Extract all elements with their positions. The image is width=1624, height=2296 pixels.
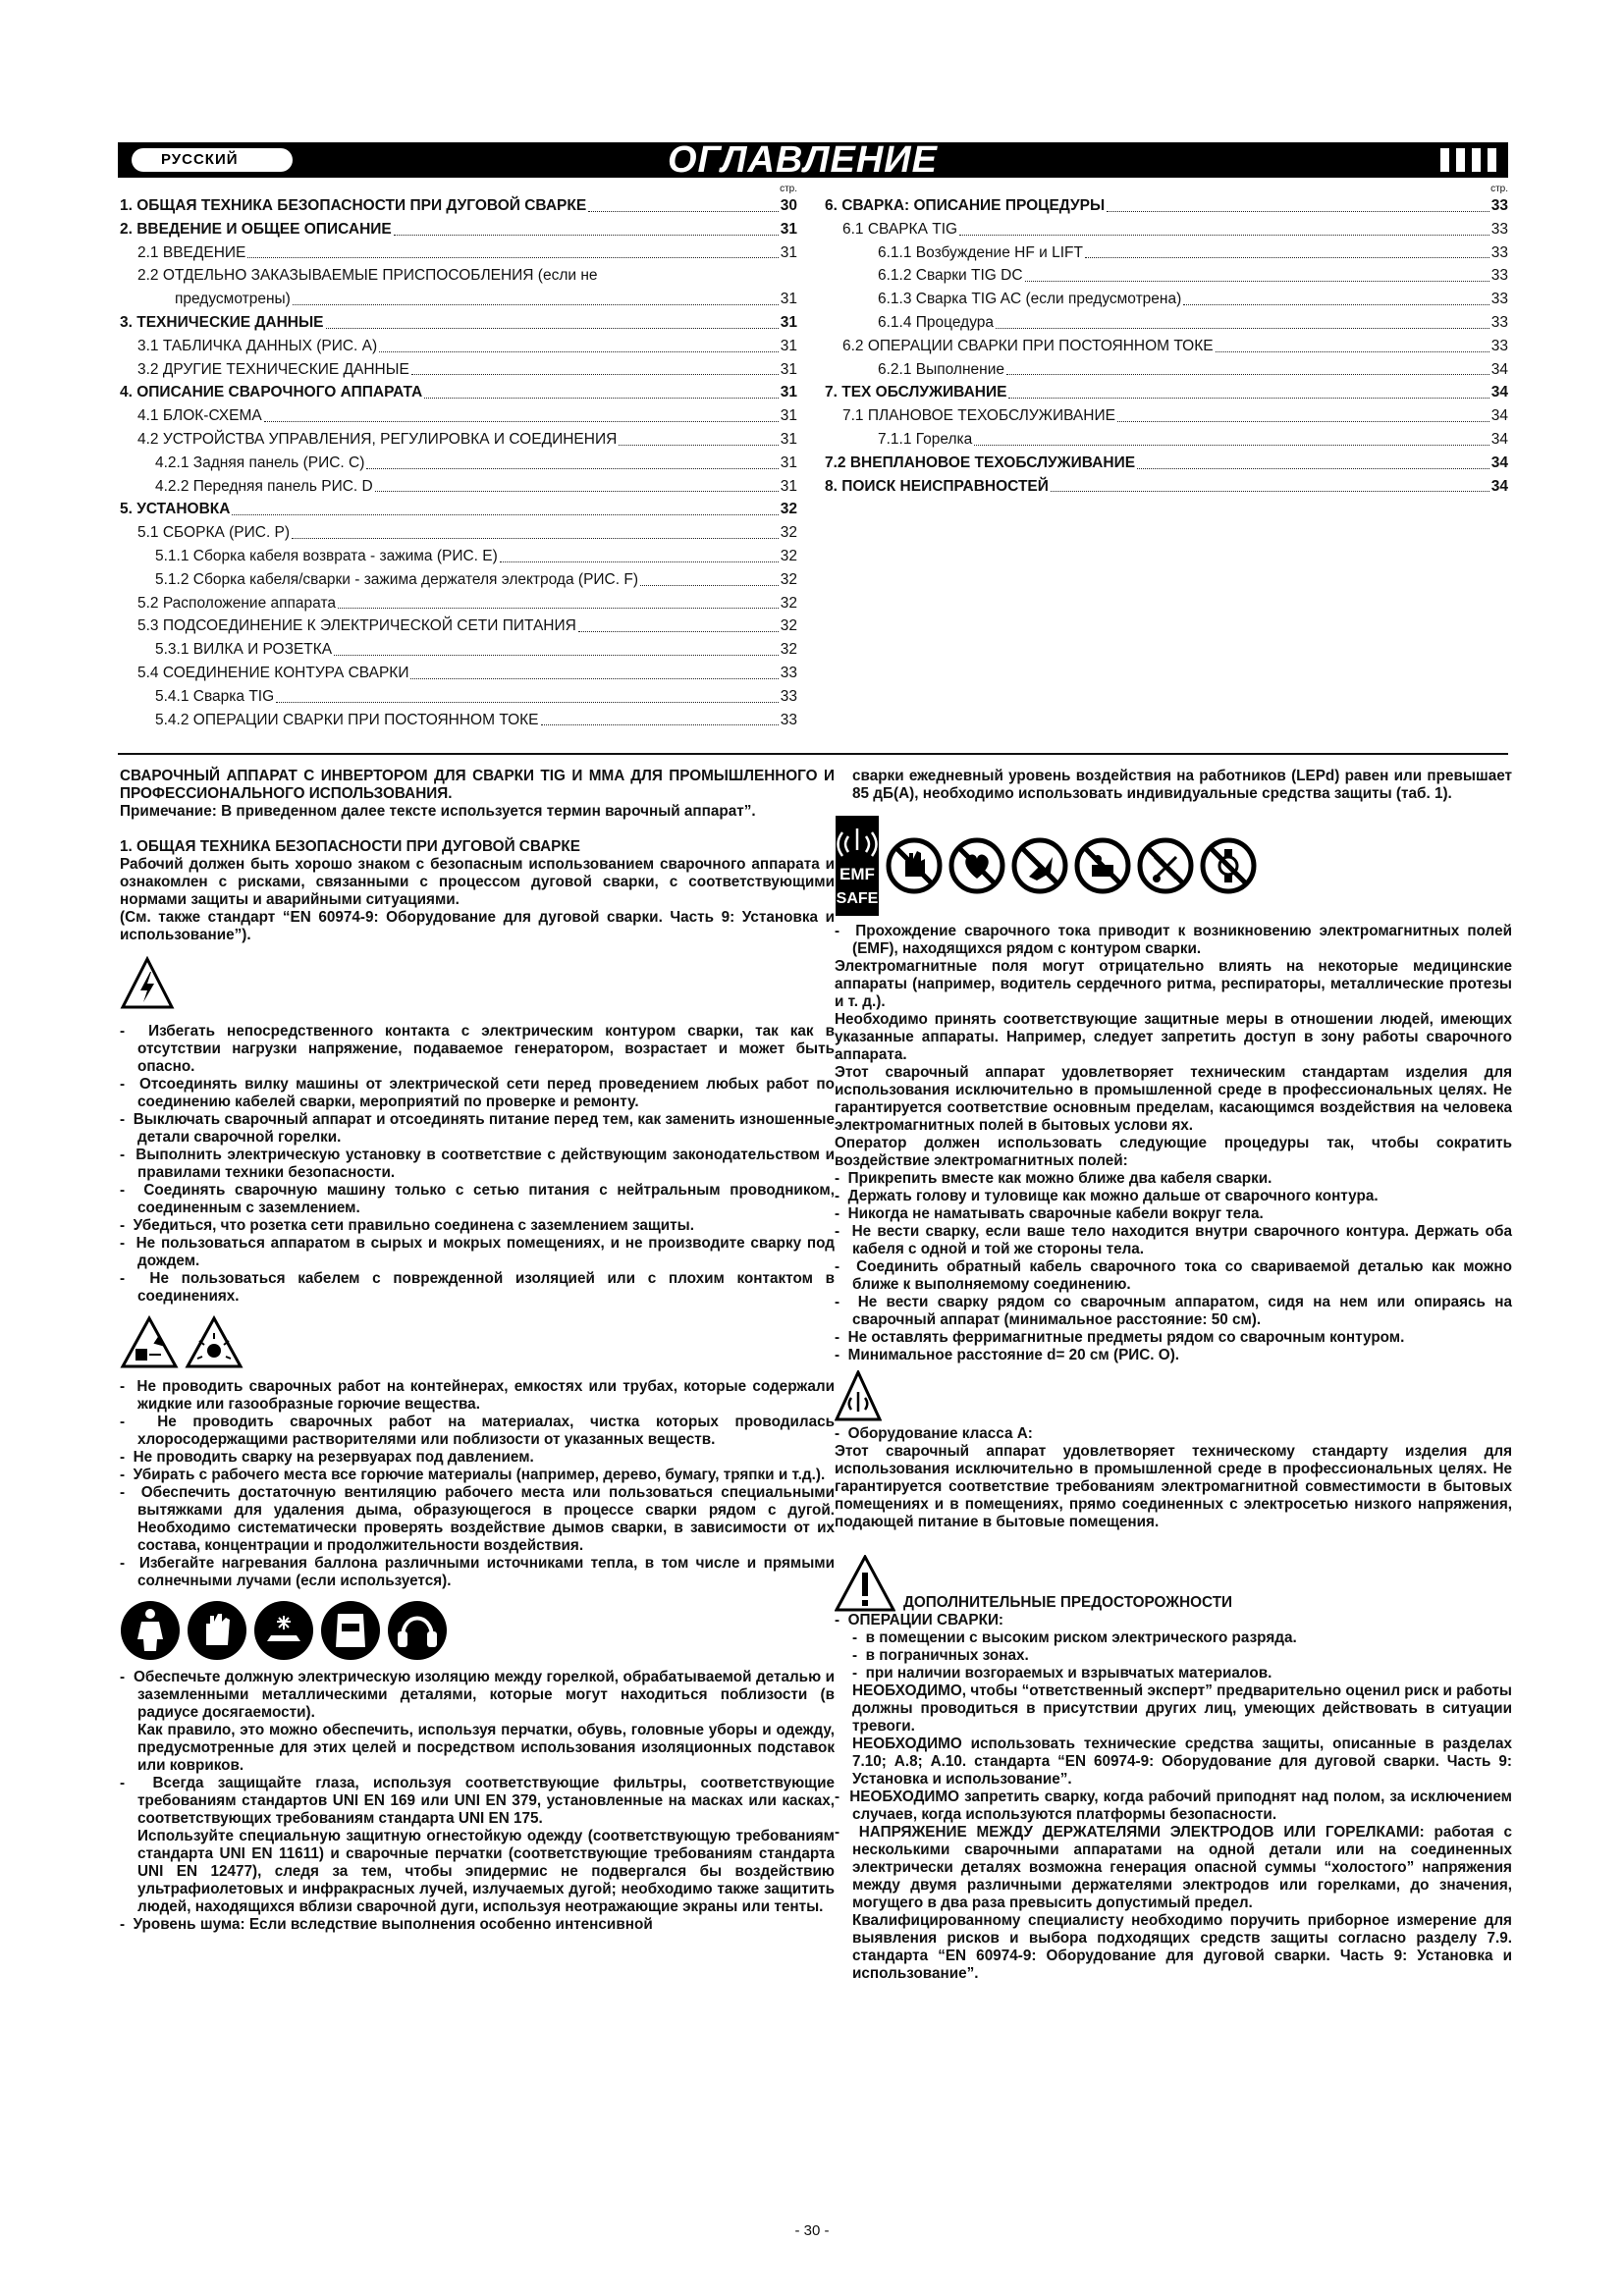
toc-entry: 3. ТЕХНИЧЕСКИЕ ДАННЫЕ 31	[120, 313, 797, 331]
ops-sub-item: - в помещении с высоким риском электрического разряда.	[852, 1629, 1297, 1646]
no-pacemaker-hand-icon	[886, 837, 943, 894]
toc-entry: 5.3.1 ВИЛКА И РОЗЕТКА 32	[155, 641, 797, 659]
extra-precautions-title: ДОПОЛНИТЕЛЬНЫЕ ПРЕДОСТОРОЖНОСТИ	[903, 1594, 1233, 1611]
fire-safety-item: - Не проводить сварку на резервуарах под давлением.	[120, 1449, 534, 1466]
electrical-safety-item: - Не пользоваться аппаратом в сырых и мокрых помещениях, и не производите сварку под дождем.	[120, 1235, 835, 1269]
page-title: ОГЛАВЛЕНИЕ	[668, 139, 938, 181]
toc-entry: 4.2.1 Задняя панель (РИС. С) 31	[155, 454, 797, 471]
electrical-safety-item: - Убедиться, что розетка сети правильно соединена с заземлением защиты.	[120, 1217, 694, 1234]
toc-entry: 6.1.2 Сварки TIG DC 33	[878, 267, 1508, 285]
ppe-item: - Обеспечьте должную электрическую изоляцию между горелкой, обрабатываемой деталью и заземленными металлическими деталями, которые могут находиться поблизости (в радиусе досягаемости).	[120, 1669, 835, 1721]
header-bar	[118, 139, 1508, 181]
emf-procedure-item: - Минимальное расстояние d= 20 см (РИС. О).	[835, 1347, 1180, 1363]
ops-paragraph: НЕОБХОДИМО, чтобы “ответственный эксперт” предварительно оценил риск и работы должны проводиться в присутствии других лиц, умеющих действовать в ситуации тревоги.	[852, 1682, 1512, 1735]
electrical-safety-item: - Не пользоваться кабелем с поврежденной изоляцией или с плохим контактом в соединениях.	[120, 1270, 835, 1305]
fire-hazard-icon-row	[120, 1315, 835, 1370]
ppe-icon-row	[120, 1600, 835, 1661]
toc-entry: 7.1.1 Горелка 34	[878, 430, 1508, 448]
extra-precautions-heading-row	[835, 1555, 1512, 1612]
electric-hazard-icon	[120, 956, 175, 1011]
toc-entry: 6.2.1 Выполнение 34	[878, 360, 1508, 378]
fire-safety-item: - Не проводить сварочных работ на контейнерах, емкостях или трубах, которые содержали жидкие или газообразные горючие вещества.	[120, 1378, 835, 1413]
explosion-hazard-icon	[185, 1315, 244, 1370]
section-1-paragraph: Рабочий должен быть хорошо знаком с безопасным использованием сварочного аппарата и ознакомлен с рисками, связанными с процессом дуговой сварки, с соответствующими нормами защиты и аварийными ситуациями.	[120, 856, 835, 908]
toc-entry: 2. ВВЕДЕНИЕ И ОБЩЕЕ ОПИСАНИЕ 31	[120, 220, 797, 238]
toc-entry: 5.4.2 ОПЕРАЦИИ СВАРКИ ПРИ ПОСТОЯННОМ ТОКЕ 33	[155, 711, 797, 728]
toc-entry: 5.1.1 Сборка кабеля возврата - зажима (РИС. Е) 32	[155, 547, 797, 564]
emf-badge-bottom-text: SAFE	[836, 890, 879, 907]
emf-paragraph: Этот сварочный аппарат удовлетворяет техническим стандартам изделия для использования исключительно в промышленной среде в профессиональных целях. Не гарантируется соответствие основным пределам, касающимся воздействия на человека электромагнитных полей в бытовых услови ях.	[835, 1064, 1512, 1134]
no-pacemaker-icon	[948, 837, 1005, 894]
toc-entry: 6.1.1 Возбуждение HF и LIFT 33	[878, 243, 1508, 261]
emf-procedure-item: - Прикрепить вместе как можно ближе два кабеля сварки.	[835, 1170, 1272, 1187]
ops-item: - ОПЕРАЦИИ СВАРКИ:	[835, 1612, 1004, 1629]
fire-safety-item: - Не проводить сварочных работ на материалах, чистка которых проводилась хлоросодержащими растворителями или поблизости от указанных веществ.	[120, 1414, 835, 1448]
toc-entry: 2.1 ВВЕДЕНИЕ 31	[137, 243, 797, 261]
toc-page-label: стр.	[1490, 184, 1508, 194]
toc-entry: 6.2 ОПЕРАЦИИ СВАРКИ ПРИ ПОСТОЯННОМ ТОКЕ 33	[842, 337, 1508, 354]
toc-entry: 3.2 ДРУГИЕ ТЕХНИЧЕСКИЕ ДАННЫЕ 31	[137, 360, 797, 378]
emf-procedure-item: - Не оставлять ферримагнитные предметы рядом со сварочным контуром.	[835, 1329, 1405, 1346]
toc-entry: 5.4.1 Сварка TIG 33	[155, 687, 797, 705]
intro-heading: СВАРОЧНЫЙ АППАРАТ С ИНВЕРТОРОМ ДЛЯ СВАРКИ TIG И MMA ДЛЯ ПРОМЫШЛЕННОГО И ПРОФЕССИОНАЛЬНОГО ИСПОЛЬЗОВАНИЯ.	[120, 768, 835, 802]
intro-note: Примечание: В приведенном далее тексте используется термин варочный аппарат”.	[120, 803, 756, 820]
class-a-paragraph: Этот сварочный аппарат удовлетворяет техническому стандарту изделия для использования исключительно в промышленной среде в профессиональных целях. Не гарантируется соответствие требованиям электромагнитной совместимости в бытовых помещениях и в помещениях, прямо соединенных с электросетью низкого напряжения, подающей питание в бытовые помещения.	[835, 1443, 1512, 1530]
fire-safety-item: - Избегайте нагревания баллона различными источниками тепла, в том числе и прямыми солнечными лучами (если используется).	[120, 1555, 835, 1589]
toc-entry-continuation: предусмотрены) 31	[175, 291, 797, 308]
gloves-icon	[187, 1600, 247, 1661]
emf-paragraph: Электромагнитные поля могут отрицательно влиять на некоторые медицинские аппараты (например, водитель сердечного ритма, респираторы, металлические протезы и т. д.).	[835, 958, 1512, 1010]
class-a-item: - Оборудование класса А:	[835, 1425, 1033, 1442]
no-metal-objects-icon	[1074, 837, 1131, 894]
toc-entry: 4.2 УСТРОЙСТВА УПРАВЛЕНИЯ, РЕГУЛИРОВКА И СОЕДИНЕНИЯ 31	[137, 430, 797, 448]
right-text-column	[835, 768, 1512, 1983]
ops-paragraph: НЕОБХОДИМО использовать технические средства защиты, описанные в разделах 7.10; А.8; А.10. стандарта “EN 60974-9: Оборудование для дуговой сварки. Часть 9: Установка и использование”.	[852, 1735, 1512, 1788]
emf-procedure-item: - Держать голову и туловище как можно дальше от сварочного контура.	[835, 1188, 1379, 1204]
emf-icon-row	[835, 815, 1512, 917]
emf-badge-top-text: EMF	[839, 865, 875, 883]
language-tag: РУССКИЙ	[132, 148, 293, 172]
eye-protection-icon	[253, 1600, 314, 1661]
toc-entry: 1. ОБЩАЯ ТЕХНИКА БЕЗОПАСНОСТИ ПРИ ДУГОВОЙ СВАРКЕ 30	[120, 197, 797, 214]
emf-class-a-icon-row	[835, 1370, 1512, 1421]
toc-entry: 6.1.4 Процедура 33	[878, 313, 1508, 331]
ops-sub-item: - при наличии возгораемых и взрывчатых материалов.	[852, 1665, 1272, 1682]
emf-item: - Прохождение сварочного тока приводит к возникновению электромагнитных полей (EMF), находящихся рядом с контуром сварки.	[835, 923, 1512, 957]
toc-entry: 4. ОПИСАНИЕ СВАРОЧНОГО АППАРАТА 31	[120, 384, 797, 401]
electrical-safety-item: - Выполнить электрическую установку в соответствие с действующим законодательством и правилами техники безопасности.	[120, 1147, 835, 1181]
electrical-safety-item: - Отсоединять вилку машины от электрической сети перед проведением любых работ по соединению кабелей сварки, мероприятий по проверке и ремонту.	[120, 1076, 835, 1110]
toc-entry: 6.1 СВАРКА TIG 33	[842, 220, 1508, 238]
page-number: - 30 -	[794, 2222, 830, 2239]
toc-entry: 6.1.3 Сварка TIG AC (если предусмотрена) 33	[878, 291, 1508, 308]
electrical-safety-item: - Выключать сварочный аппарат и отсоединять питание перед тем, как заменить изношенные детали сварочной горелки.	[120, 1111, 835, 1146]
toc-entry: 3.1 ТАБЛИЧКА ДАННЫХ (РИС. А) 31	[137, 337, 797, 354]
toc-entry: 2.2 ОТДЕЛЬНО ЗАКАЗЫВАЕМЫЕ ПРИСПОСОБЛЕНИЯ (если не	[137, 267, 598, 285]
electrical-safety-item: - Соединять сварочную машину только с сетью питания с нейтральным проводником, соединенным с заземлением.	[120, 1182, 835, 1216]
toc-entry: 4.1 БЛОК-СХЕМА 31	[137, 407, 797, 425]
toc-entry: 4.2.2 Передняя панель РИС. D 31	[155, 477, 797, 495]
emf-safe-badge-icon	[835, 815, 880, 917]
emf-paragraph: Оператор должен использовать следующие процедуры так, чтобы сократить воздействие электромагнитных полей:	[835, 1135, 1512, 1169]
toc-page-label: стр.	[780, 184, 797, 194]
toc-entry: 5.4 СОЕДИНЕНИЕ КОНТУРА СВАРКИ 33	[137, 664, 797, 681]
no-metal-implants-icon	[1011, 837, 1068, 894]
left-text-column	[120, 768, 835, 1934]
voltage-item: - НАПРЯЖЕНИЕ МЕЖДУ ДЕРЖАТЕЛЯМИ ЭЛЕКТРОДОВ ИЛИ ГОРЕЛКАМИ: работая с несколькими сварочными аппаратами на одной детали или на соединенных электрически деталях возможна генерация опасной суммы “холостого” напряжения между двумя различными держателями электродов или горелками, до значения, могущего в два раза превысить допустимый предел.	[835, 1824, 1512, 1911]
toc-entry: 5.3 ПОДСОЕДИНЕНИЕ К ЭЛЕКТРИЧЕСКОЙ СЕТИ ПИТАНИЯ 32	[137, 617, 797, 635]
ear-protection-icon	[387, 1600, 448, 1661]
radiation-warning-icon	[835, 1370, 882, 1421]
header-bars-decoration	[1440, 148, 1496, 172]
ppe-item: - Уровень шума: Если вследствие выполнения особенно интенсивной	[120, 1916, 653, 1933]
section-divider	[118, 753, 1508, 755]
face-shield-icon	[320, 1600, 381, 1661]
toc-entry: 7.1 ПЛАНОВОЕ ТЕХОБСЛУЖИВАНИЕ 34	[842, 407, 1508, 425]
toc-entry: 5.1.2 Сборка кабеля/сварки - зажима держателя электрода (РИС. F) 32	[155, 570, 797, 588]
emf-procedure-item: - Не вести сварку, если ваше тело находится внутри сварочного контура. Держать оба кабеля с одной и той же стороны тела.	[835, 1223, 1512, 1257]
no-tools-icon	[1137, 837, 1194, 894]
general-warning-icon	[835, 1555, 895, 1612]
emf-procedure-item: - Никогда не наматывать сварочные кабели вокруг тела.	[835, 1205, 1264, 1222]
toc-entry: 7.2 ВНЕПЛАНОВОЕ ТЕХОБСЛУЖИВАНИЕ 34	[825, 454, 1508, 471]
emf-procedure-item: - Соединить обратный кабель сварочного тока со свариваемой деталью как можно ближе к выполняемому соединению.	[835, 1258, 1512, 1293]
voltage-paragraph: Квалифицированному специалисту необходимо поручить приборное измерение для выявления рисков и выбора подходящих средств защиты согласно разделу 7.9. стандарта “EN 60974-9: Оборудование для дуговой сварки. Часть 9: Установка и использование”.	[852, 1912, 1512, 1982]
ops-sub-item: - в пограничных зонах.	[852, 1647, 1029, 1664]
ppe-item-continuation: Используйте специальную защитную огнестойкую одежду (соответствующую требованиям стандарта UNI EN 11611) и сварочные перчатки (соответствующие требованиям стандарта UNI EN 12477), следя за тем, чтобы эпидермис не подвергался бы воздействию ультрафиолетовых и инфракрасных лучей, излучаемых дугой; необходимо также защитить людей, находящихся вблизи сварочной дуги, используя неотражающие экраны или тенты.	[137, 1828, 835, 1915]
electric-hazard-icon-row	[120, 956, 835, 1011]
fire-safety-item: - Обеспечить достаточную вентиляцию рабочего места или пользоваться специальными вытяжками для удаления дыма, образующегося в процессе сварки рядом с дугой. Необходимо систематически проверять воздействие дымов сварки, в зависимости от их состава, концентрации и продолжительности воздействия.	[120, 1484, 835, 1554]
toc-entry: 5.1 СБОРКА (РИС. Р) 32	[137, 524, 797, 542]
toc-entry: 8. ПОИСК НЕИСПРАВНОСТЕЙ 34	[825, 477, 1508, 495]
emf-procedure-item: - Не вести сварку рядом со сварочным аппаратом, сидя на нем или опираясь на сварочный аппарат (минимальное расстояние: 50 см).	[835, 1294, 1512, 1328]
section-1-standard: (См. также стандарт “EN 60974-9: Оборудование для дуговой сварки. Часть 9: Установка и использование”).	[120, 909, 835, 943]
toc-entry: 5. УСТАНОВКА 32	[120, 501, 797, 518]
ppe-item-continuation: Как правило, это можно обеспечить, используя перчатки, обувь, головные уборы и одежду, предусмотренные для этих целей и посредством использования изоляционных подставок или ковриков.	[137, 1722, 835, 1774]
no-watch-icon	[1200, 837, 1257, 894]
emf-paragraph: Необходимо принять соответствующие защитные меры в отношении людей, имеющих указанные аппараты. Например, следует запретить доступ в зону работы сварочного аппарата.	[835, 1011, 1512, 1063]
section-1-title: 1. ОБЩАЯ ТЕХНИКА БЕЗОПАСНОСТИ ПРИ ДУГОВОЙ СВАРКЕ	[120, 838, 580, 855]
toc-entry: 7. ТЕХ ОБСЛУЖИВАНИЕ 34	[825, 384, 1508, 401]
toc-entry: 6. СВАРКА: ОПИСАНИЕ ПРОЦЕДУРЫ 33	[825, 197, 1508, 214]
toc-entry: 5.2 Расположение аппарата 32	[137, 594, 797, 612]
ppe-item: - Всегда защищайте глаза, используя соответствующие фильтры, соответствующие требованиям стандартов UNI EN 169 или UNI EN 379, установленные на масках или касках, соответствующих требованиям стандарта UNI EN 175.	[120, 1775, 835, 1827]
protective-clothing-icon	[120, 1600, 181, 1661]
toc-right-column	[825, 185, 1508, 498]
raise-item: - НЕОБХОДИМО запретить сварку, когда рабочий приподнят над полом, за исключением случаев, когда используются платформы безопасности.	[835, 1789, 1512, 1823]
fire-safety-item: - Убирать с рабочего места все горючие материалы (например, дерево, бумагу, тряпки и т.д.).	[120, 1467, 826, 1483]
flammable-container-icon	[120, 1315, 179, 1370]
toc-left-column	[120, 185, 797, 731]
noise-continuation: сварки ежедневный уровень воздействия на работников (LEPd) равен или превышает 85 дБ(А), необходимо использовать индивидуальные средства защиты (таб. 1).	[852, 768, 1512, 802]
electrical-safety-item: - Избегать непосредственного контакта с электрическим контуром сварки, так как в отсутствии нагрузки напряжение, подаваемое генератором, возрастает и может быть опасно.	[120, 1023, 835, 1075]
